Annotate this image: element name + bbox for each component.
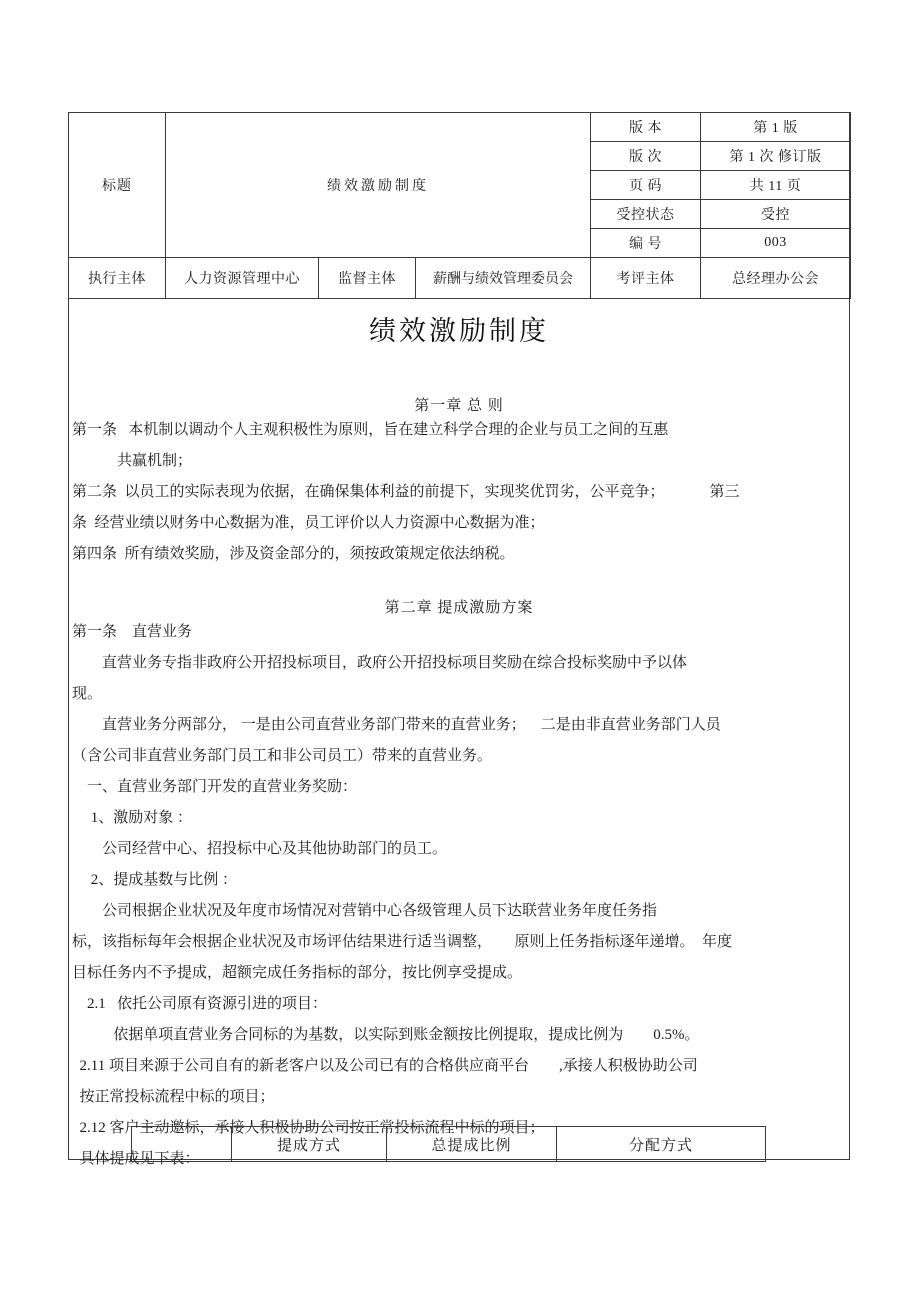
role-key-supervisor: 监督主体 [319,258,416,299]
title-label-cell: 标题 [69,113,166,258]
rate-table-header-blank [132,1127,232,1162]
chapter-1-line-4: 条 经营业绩以财务中心数据为准，员工评价以人力资源中心数据为准； [72,515,545,531]
rate-table-header-method: 提成方式 [232,1127,387,1162]
rate-table-header-distribution: 分配方式 [557,1127,766,1162]
chapter-2-heading: 第二章 提成激励方案 [384,600,534,616]
meta-val-version: 第 1 版 [701,113,851,142]
table-row [69,113,851,142]
doc-title-cell: 绩效激励制度 [166,113,591,258]
table-row [132,1127,766,1162]
chapter-2-line-14: 依据单项直营业务合同标的为基数，以实际到账金额按比例提取，提成比例为 0.5%。 [72,1027,700,1043]
chapter-2-line-3: 现。 [72,686,103,702]
meta-val-revision: 第 1 次 修订版 [701,142,851,171]
chapter-2-line-9: 2、提成基数与比例 ： [72,872,238,888]
page-title: 绩效激励制度 [369,316,549,346]
meta-key-number: 编 号 [591,229,701,258]
meta-key-version: 版 本 [591,113,701,142]
meta-val-control-status: 受控 [701,200,851,229]
meta-key-pages: 页 码 [591,171,701,200]
chapter-2-line-7: 1、激励对象 ： [72,810,193,826]
chapter-2-line-1: 第一条 直营业务 [72,624,193,640]
chapter-2-line-11: 标，该指标每年会根据企业状况及市场评估结果进行适当调整， 原则上任务指标逐年递增。 年度 [72,934,733,950]
role-val-appraiser: 总经理办公会 [701,258,851,299]
chapter-2-line-13: 2.1 依托公司原有资源引进的项目： [72,996,328,1012]
chapter-2-line-12: 目标任务内不予提成，超额完成任务指标的部分，按比例享受提成。 [72,965,523,981]
commission-rate-table [131,1126,766,1162]
role-val-executor: 人力资源管理中心 [166,258,319,299]
role-key-executor: 执行主体 [69,258,166,299]
chapter-1-line-5: 第四条 所有绩效奖励，涉及资金部分的，须按政策规定依法纳税。 [72,546,515,562]
chapter-1-line-3: 第二条 以员工的实际表现为依据，在确保集体利益的前提下，实现奖优罚劣，公平竞争； 第三 [72,484,740,500]
chapter-2-line-4: 直营业务分两部分， 一是由公司直营业务部门带来的直营业务； 二是由非直营业务部门人员 [72,717,721,733]
chapter-2-line-10: 公司根据企业状况及年度市场情况对营销中心各级管理人员下达联营业务年度任务指 [72,903,658,919]
chapter-2-line-17: 2.12 客户主动邀标，承接人积极协助公司按正常投标流程中标的项目； [72,1120,545,1136]
meta-key-revision: 版 次 [591,142,701,171]
meta-val-number: 003 [701,229,851,258]
meta-key-control-status: 受控状态 [591,200,701,229]
chapter-1-line-2: 共赢机制； [72,453,193,469]
chapter-2-line-16: 按正常投标流程中标的项目； [72,1089,275,1105]
chapter-2-line-18: 具体提成见下表： [72,1151,200,1167]
chapter-1-heading: 第一章 总 则 [414,398,504,414]
chapter-2-line-8: 公司经营中心、招投标中心及其他协助部门的员工。 [72,841,448,857]
chapter-2-line-2: 直营业务专指非政府公开招投标项目，政府公开招投标项目奖励在综合投标奖励中予以体 [72,655,688,671]
role-key-appraiser: 考评主体 [591,258,701,299]
role-val-supervisor: 薪酬与绩效管理委员会 [416,258,591,299]
chapter-2-line-5: （含公司非直营业务部门员工和非公司员工）带来的直营业务。 [72,748,493,764]
chapter-1-line-1: 第一条 本机制以调动个人主观积极性为原则，旨在建立科学合理的企业与员工之间的互惠 [72,422,669,438]
chapter-2-line-15: 2.11 项目来源于公司自有的新老客户以及公司已有的合格供应商平台 ,承接人积极协助公司 [72,1058,698,1074]
document-header-table [68,112,851,299]
rate-table-header-total-ratio: 总提成比例 [387,1127,557,1162]
meta-val-pages: 共 11 页 [701,171,851,200]
chapter-2-line-6: 一、直营业务部门开发的直营业务奖励： [72,779,358,795]
document-body [68,283,850,1175]
